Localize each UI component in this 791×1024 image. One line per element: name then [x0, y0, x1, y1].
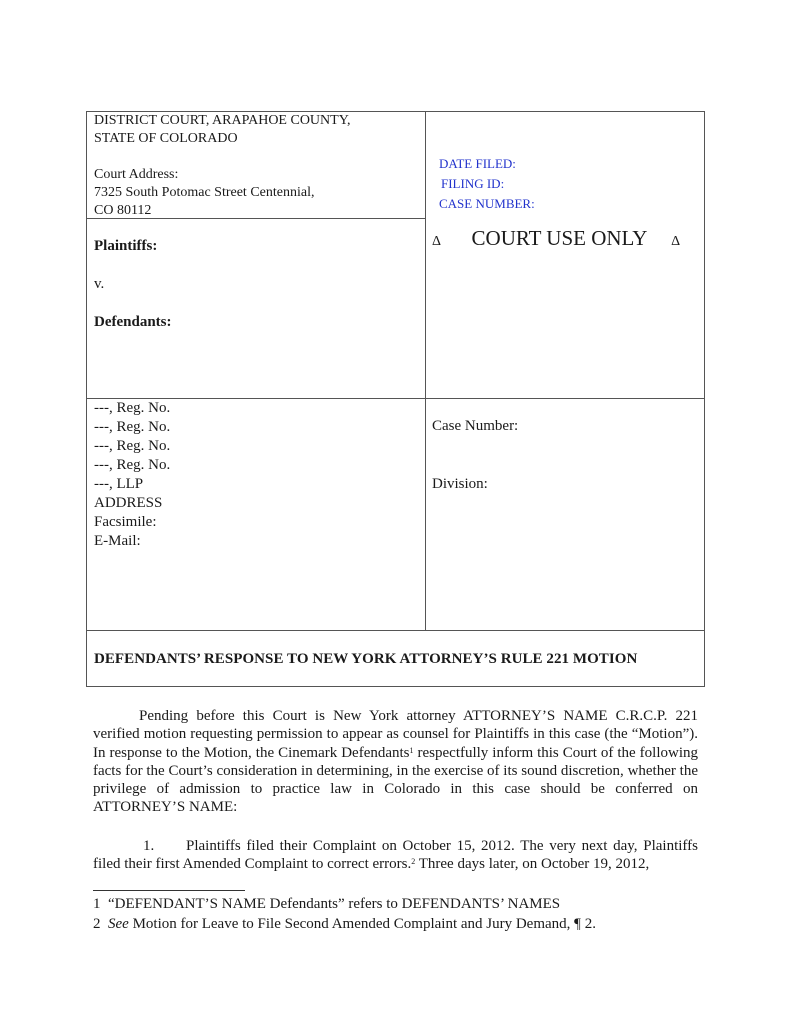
- delta-icon-left: Δ: [432, 234, 442, 249]
- filing-info: [439, 154, 535, 214]
- footnote-ref-1: 1: [409, 745, 414, 755]
- paragraph-intro-part1: Pending before this Court is New York attorney ATTORNEY’S NAME C.R.C.P. 221 verified motion requesting permission to appear as counsel for Plaintiffs in this case (the “Motion”). In response to the Motion, the Cinemark Defendants: [93, 708, 698, 761]
- footnote-separator: [93, 890, 245, 891]
- attorney-line: ---, Reg. No.: [94, 400, 171, 416]
- column-divider: [425, 112, 426, 630]
- court-use-only-label: COURT USE ONLY: [471, 226, 647, 250]
- case-number-label: Case Number:: [432, 418, 519, 434]
- attorney-line: ---, Reg. No.: [94, 438, 171, 454]
- parties-block: [94, 237, 172, 332]
- footnote-1-number: 1: [93, 896, 101, 912]
- attorney-block: [94, 399, 170, 551]
- footnote-1: [93, 894, 596, 914]
- defendants-label: Defendants:: [94, 314, 172, 330]
- footnote-1-text: “DEFENDANT’S NAME Defendants” refers to DEFENDANTS’ NAMES: [108, 896, 561, 912]
- date-filed-label: DATE FILED:: [439, 156, 516, 171]
- attorney-firm: ---, LLP: [94, 476, 144, 492]
- row-divider-parties: [87, 398, 704, 399]
- court-name-line1: DISTRICT COURT, ARAPAHOE COUNTY,: [94, 113, 351, 128]
- court-address-line1: 7325 South Potomac Street Centennial,: [94, 185, 315, 200]
- court-name-line2: STATE OF COLORADO: [94, 131, 238, 146]
- attorney-email: E-Mail:: [94, 533, 141, 549]
- filing-id-label: FILING ID:: [441, 176, 505, 191]
- case-info: [432, 417, 518, 494]
- body-text: [93, 707, 698, 873]
- paragraph-1-part2: Three days later, on October 19, 2012,: [415, 856, 650, 873]
- attorney-line: ---, Reg. No.: [94, 457, 171, 473]
- division-label: Division:: [432, 476, 488, 492]
- footnote-2-signal: See: [108, 916, 129, 932]
- footnote-2: [93, 914, 596, 934]
- attorney-line: ---, Reg. No.: [94, 419, 171, 435]
- paragraph-number: 1.: [143, 837, 155, 854]
- paragraph-1: [93, 837, 698, 874]
- attorney-facsimile: Facsimile:: [94, 514, 157, 530]
- footnote-ref-2: 2: [411, 857, 416, 867]
- footnote-2-number: 2: [93, 916, 101, 932]
- paragraph-intro: [93, 707, 698, 817]
- caption-table: [86, 111, 705, 687]
- delta-icon-right: Δ: [671, 234, 681, 249]
- court-use-only: [432, 226, 680, 251]
- row-divider-attorneys: [87, 630, 704, 631]
- paragraph-1-part1: Plaintiffs filed their Complaint on October 15, 2012. The very next day, Plaintiffs filed their first Amended Complaint to correct errors.: [93, 837, 698, 873]
- case-number-top-label: CASE NUMBER:: [439, 196, 535, 211]
- court-address-line2: CO 80112: [94, 203, 152, 218]
- attorney-address: ADDRESS: [94, 495, 163, 511]
- footnotes: [93, 894, 596, 934]
- plaintiffs-label: Plaintiffs:: [94, 238, 158, 254]
- footnote-2-text: Motion for Leave to File Second Amended Complaint and Jury Demand, ¶ 2.: [128, 916, 596, 932]
- court-info: [94, 112, 351, 220]
- document-title: DEFENDANTS’ RESPONSE TO NEW YORK ATTORNEY’S RULE 221 MOTION: [94, 651, 638, 667]
- paragraph-intro-part2: respectfully inform this Court of the following facts for the Court’s consideration in determining, in the exercise of its sound discretion, whether the privilege of admission to practice law in Colorado in this case should be conferred on ATTORNEY’S NAME:: [93, 744, 698, 816]
- court-address-label: Court Address:: [94, 167, 179, 182]
- versus-label: v.: [94, 276, 105, 292]
